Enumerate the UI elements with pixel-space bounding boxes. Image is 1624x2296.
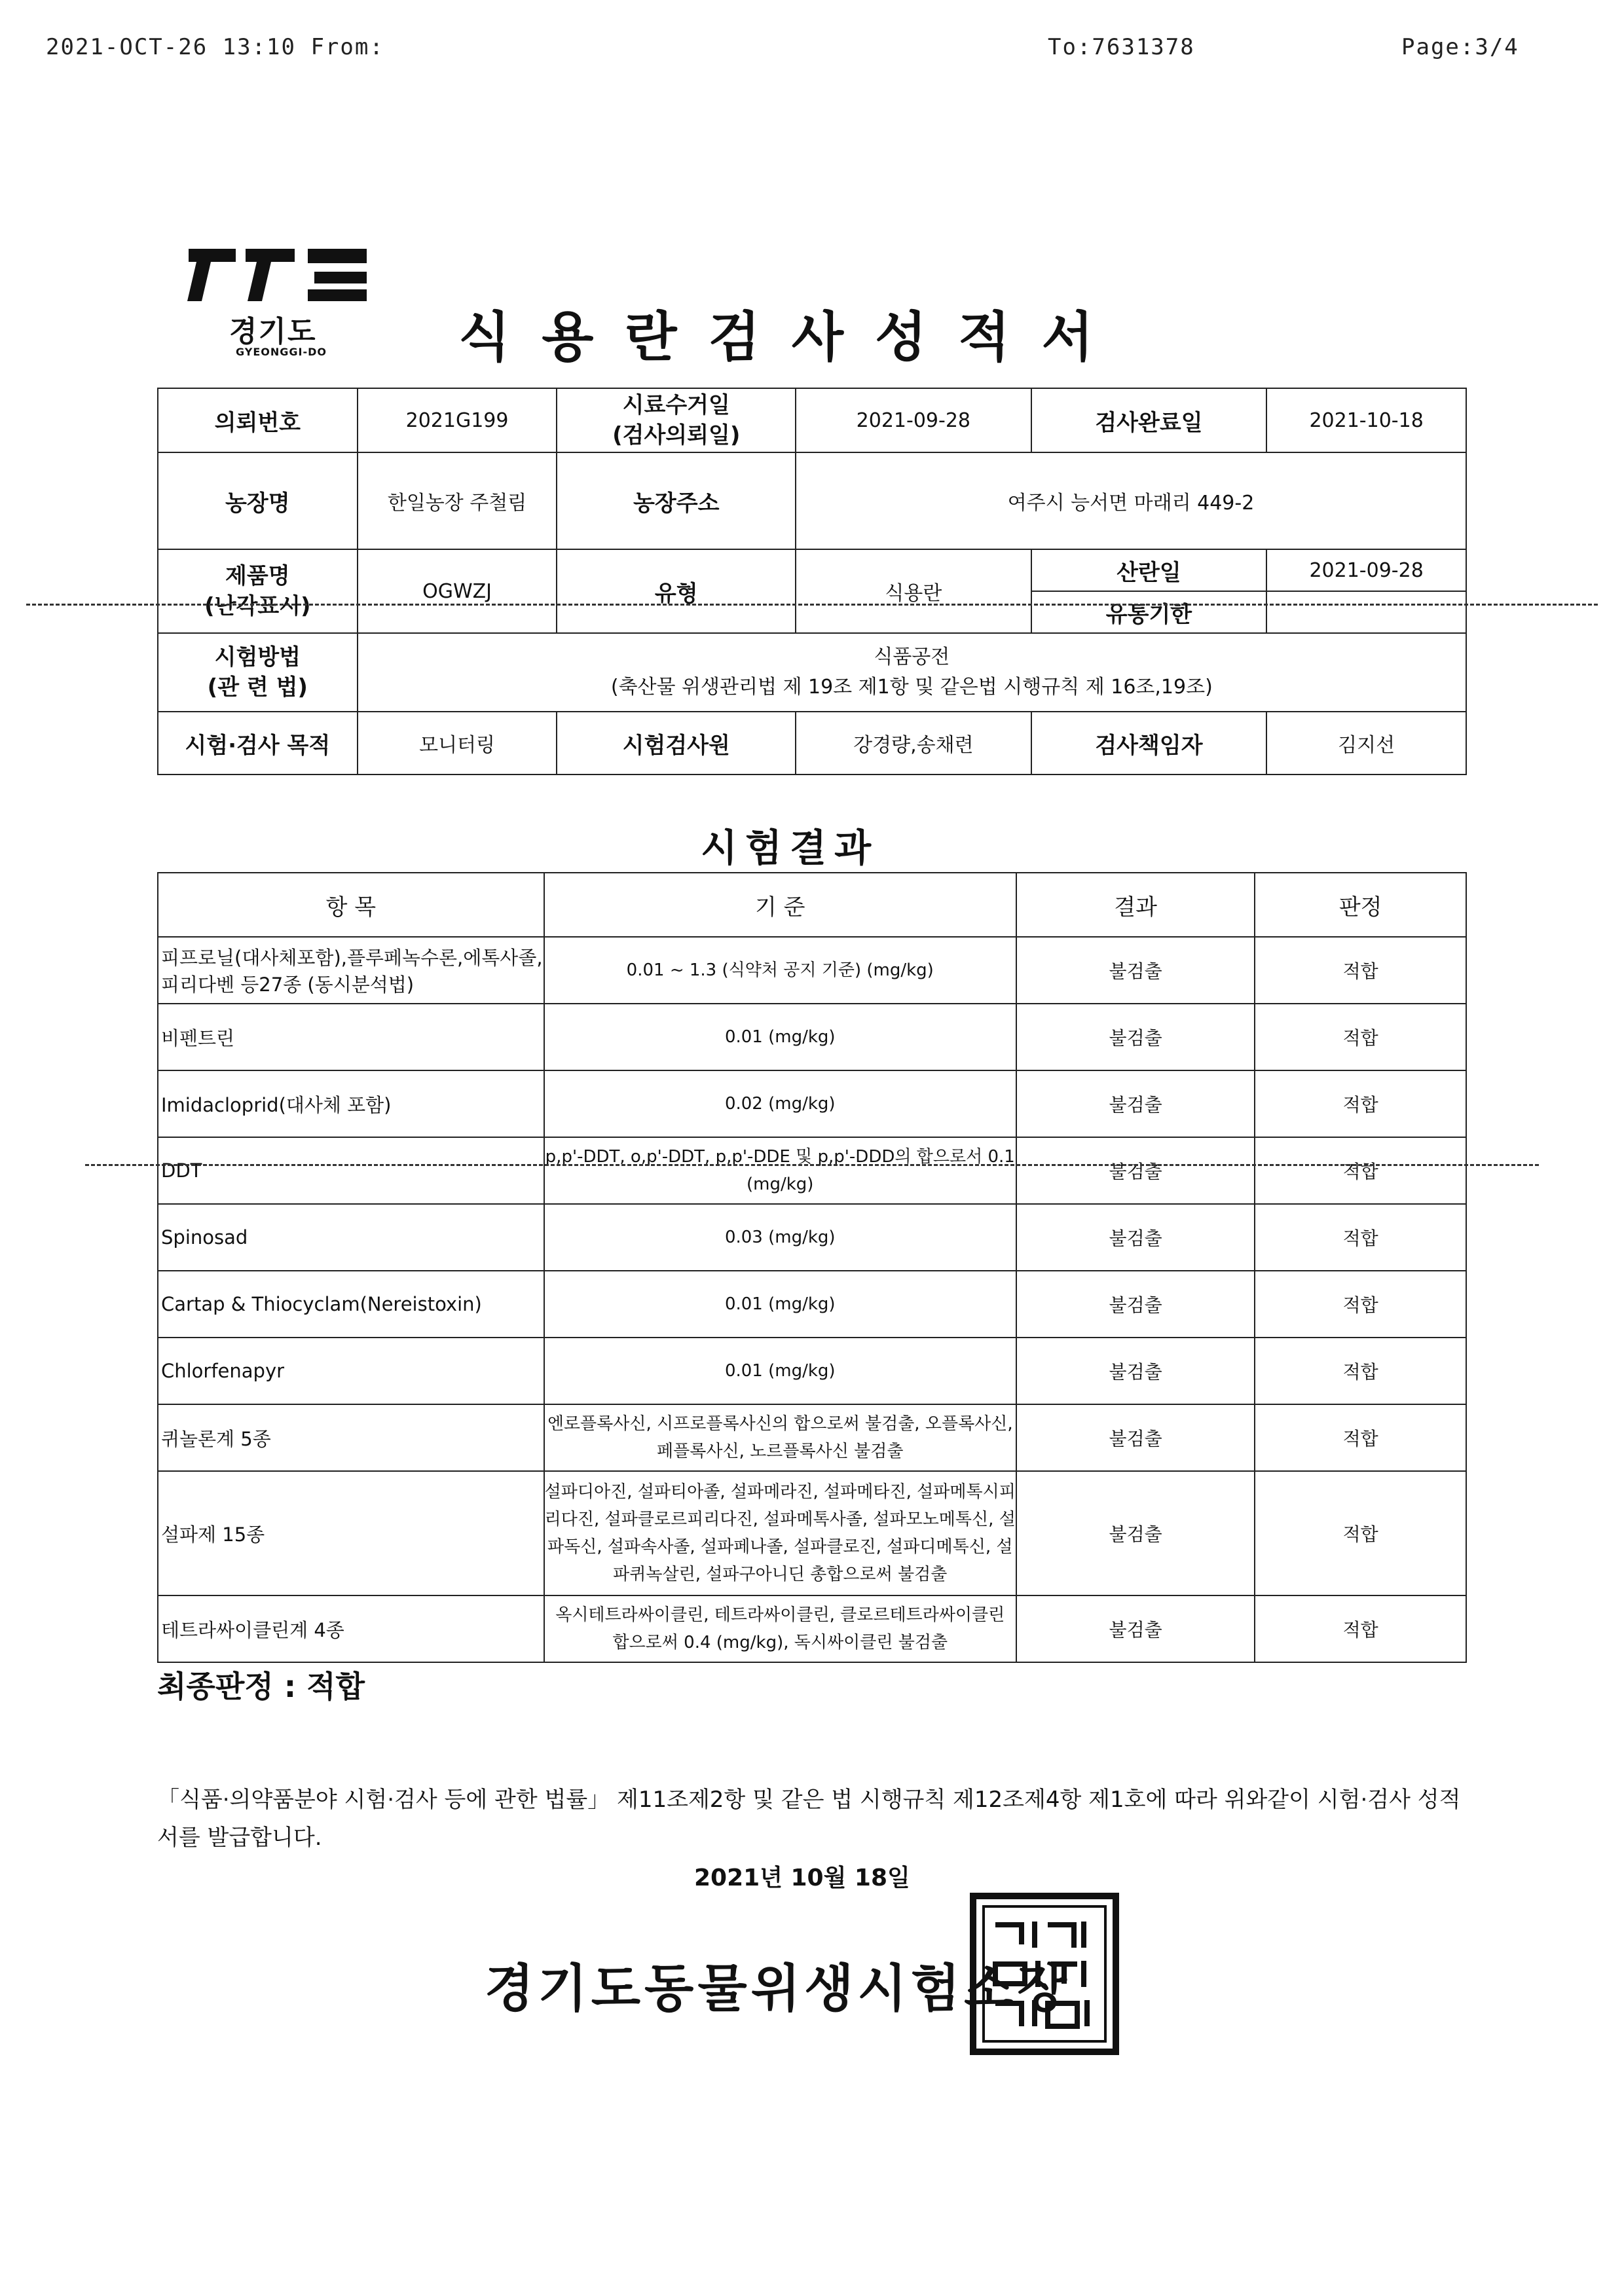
test-method-line1: 식품공전	[874, 646, 950, 668]
product-name: OGWZJ	[358, 549, 557, 633]
sample-date-label-line1: 시료수거일	[622, 392, 730, 418]
type: 식용란	[796, 549, 1031, 633]
result-standard: 0.01 ~ 1.3 (식약처 공지 기준) (mg/kg)	[544, 937, 1016, 1004]
scan-artifact-line	[26, 604, 1598, 606]
test-method	[358, 633, 1466, 712]
method-label	[158, 633, 358, 712]
farm-label: 농장명	[158, 452, 358, 549]
result-value: 불검출	[1016, 1271, 1255, 1338]
results-title: 시험결과	[701, 826, 879, 870]
result-standard: 설파디아진, 설파티아졸, 설파메라진, 설파메타진, 설파메톡시피리다진, 설파클로르피리다진, 설파메톡사졸, 설파모노메톡신, 설파독신, 설파속사졸, 설파페나졸, 설파클로진, 설파디메톡신, 설파퀴녹살린, 설파구아니딘 총합으로써 불검출	[544, 1471, 1016, 1595]
result-item: 피프로닐(대사체포함),플루페녹수론,에톡사졸,피리다벤 등27종 (동시분석법)	[158, 937, 544, 1004]
laying-date: 2021-09-28	[1266, 549, 1466, 591]
result-standard: 0.02 (mg/kg)	[544, 1070, 1016, 1137]
result-standard: 0.01 (mg/kg)	[544, 1271, 1016, 1338]
product-label-line1: 제품명	[225, 563, 290, 589]
result-verdict: 적합	[1255, 1404, 1466, 1471]
examiner: 강경량,송채련	[796, 712, 1031, 774]
result-item: 테트라싸이클린계 4종	[158, 1595, 544, 1662]
fax-header	[46, 34, 1578, 73]
fax-sender-line: 2021-OCT-26 13:10 From:	[46, 34, 384, 60]
farm-address-label: 농장주소	[557, 452, 796, 549]
expiry-label: 유통기한	[1031, 591, 1267, 633]
examiner-label: 시험검사원	[557, 712, 796, 774]
result-standard: 엔로플록사신, 시프로플록사신의 합으로써 불검출, 오플록사신, 페플록사신, 노르플록사신 불검출	[544, 1404, 1016, 1471]
result-item: Spinosad	[158, 1204, 544, 1271]
result-value: 불검출	[1016, 1070, 1255, 1137]
result-verdict: 적합	[1255, 1070, 1466, 1137]
issue-date: 2021년 10월 18일	[694, 1865, 910, 1891]
issuer-name: 경기도동물위생시험소장	[485, 1959, 1071, 2018]
result-row	[158, 1271, 1466, 1338]
fax-recipient: To:7631378	[1048, 34, 1195, 60]
result-row	[158, 1595, 1466, 1662]
result-row	[158, 937, 1466, 1004]
method-label-line1: 시험방법	[214, 644, 301, 670]
product-label	[158, 549, 358, 633]
result-item: Imidacloprid(대사체 포함)	[158, 1070, 544, 1137]
document-title: 식용란검사성적서	[458, 306, 1125, 369]
logo-mark-icon	[183, 242, 373, 308]
header-result: 결과	[1016, 873, 1255, 937]
result-row	[158, 1471, 1466, 1595]
completion-date: 2021-10-18	[1266, 388, 1466, 452]
final-verdict: 최종판정 : 적합	[157, 1669, 365, 1704]
farm-name: 한일농장 주철림	[358, 452, 557, 549]
results-table	[157, 872, 1467, 1663]
result-row	[158, 1137, 1466, 1204]
receipt-no: 2021G199	[358, 388, 557, 452]
purpose: 모니터링	[358, 712, 557, 774]
official-seal-icon	[969, 1892, 1120, 2056]
result-standard: 0.03 (mg/kg)	[544, 1204, 1016, 1271]
result-value: 불검출	[1016, 1595, 1255, 1662]
result-standard: 0.01 (mg/kg)	[544, 1338, 1016, 1404]
result-value: 불검출	[1016, 1404, 1255, 1471]
result-item: DDT	[158, 1137, 544, 1204]
method-label-line2: (관 련 법)	[207, 674, 308, 701]
type-label: 유형	[557, 549, 796, 633]
result-verdict: 적합	[1255, 1338, 1466, 1404]
sample-date-label-line2: (검사의뢰일)	[612, 422, 741, 448]
result-item: 퀴놀론계 5종	[158, 1404, 544, 1471]
result-row	[158, 1338, 1466, 1404]
result-row	[158, 1004, 1466, 1070]
farm-address: 여주시 능서면 마래리 449-2	[796, 452, 1466, 549]
sample-date: 2021-09-28	[796, 388, 1031, 452]
result-verdict: 적합	[1255, 1204, 1466, 1271]
result-item: Chlorfenapyr	[158, 1338, 544, 1404]
result-value: 불검출	[1016, 1471, 1255, 1595]
completion-label: 검사완료일	[1031, 388, 1267, 452]
result-item: 설파제 15종	[158, 1471, 544, 1595]
header-verdict: 판정	[1255, 873, 1466, 937]
sample-date-label	[557, 388, 796, 452]
result-standard: p,p'-DDT, o,p'-DDT, p,p'-DDE 및 p,p'-DDD의 합으로서 0.1 (mg/kg)	[544, 1137, 1016, 1204]
issuance-note: 「식품·의약품분야 시험·검사 등에 관한 법률」 제11조제2항 및 같은 법 시행규칙 제12조제4항 제1호에 따라 위와같이 시험·검사 성적서를 발급합니다.	[157, 1787, 1461, 1851]
gyeonggi-logo	[183, 242, 373, 367]
result-verdict: 적합	[1255, 1471, 1466, 1595]
result-value: 불검출	[1016, 1338, 1255, 1404]
result-value: 불검출	[1016, 1204, 1255, 1271]
result-item: Cartap & Thiocyclam(Nereistoxin)	[158, 1271, 544, 1338]
result-row	[158, 1070, 1466, 1137]
result-value: 불검출	[1016, 1137, 1255, 1204]
manager: 김지선	[1266, 712, 1466, 774]
logo-name: 경기도	[229, 315, 317, 348]
result-verdict: 적합	[1255, 1271, 1466, 1338]
scan-artifact-line	[85, 1164, 1539, 1166]
manager-label: 검사책임자	[1031, 712, 1267, 774]
product-label-line2: (난각표시)	[204, 593, 311, 619]
expiry-date	[1266, 591, 1466, 633]
result-verdict: 적합	[1255, 937, 1466, 1004]
result-row	[158, 1404, 1466, 1471]
result-verdict: 적합	[1255, 1004, 1466, 1070]
result-verdict: 적합	[1255, 1137, 1466, 1204]
result-row	[158, 1204, 1466, 1271]
test-method-line2: (축산물 위생관리법 제 19조 제1항 및 같은법 시행규칙 제 16조,19조)	[610, 676, 1213, 699]
fax-page-number: Page:3/4	[1401, 34, 1519, 60]
header-standard: 기 준	[544, 873, 1016, 937]
purpose-label: 시험·검사 목적	[158, 712, 358, 774]
result-item: 비펜트린	[158, 1004, 544, 1070]
laying-date-label: 산란일	[1031, 549, 1267, 591]
info-table	[157, 388, 1467, 775]
result-standard: 0.01 (mg/kg)	[544, 1004, 1016, 1070]
result-standard: 옥시테트라싸이클린, 테트라싸이클린, 클로르테트라싸이클린 합으로써 0.4 (mg/kg), 독시싸이클린 불검출	[544, 1595, 1016, 1662]
header-item: 항 목	[158, 873, 544, 937]
result-value: 불검출	[1016, 937, 1255, 1004]
result-value: 불검출	[1016, 1004, 1255, 1070]
receipt-no-label: 의뢰번호	[158, 388, 358, 452]
result-verdict: 적합	[1255, 1595, 1466, 1662]
logo-subtitle: GYEONGGI-DO	[236, 346, 327, 358]
